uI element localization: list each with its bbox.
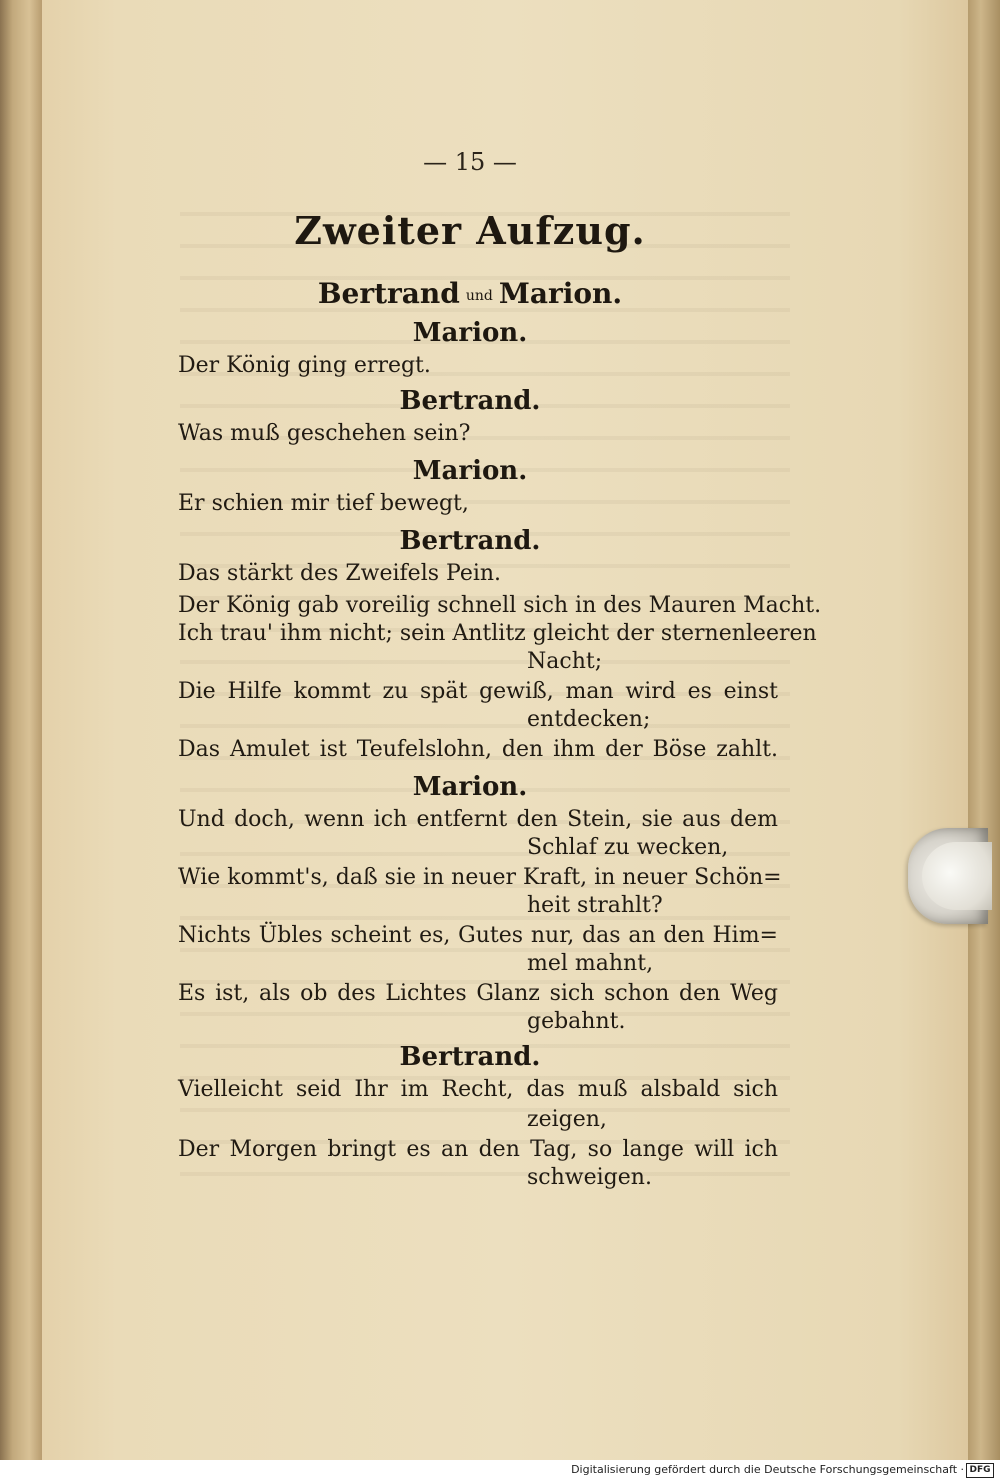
verse-line-continuation: zeigen, xyxy=(527,1107,607,1132)
scene-joiner: und xyxy=(465,287,493,304)
verse-line-continuation: Nacht; xyxy=(527,649,603,674)
page-clip-highlight xyxy=(922,842,992,910)
verse-line: Er schien mir tief bewegt, xyxy=(178,491,469,516)
verse-line: Was muß geschehen sein? xyxy=(178,421,471,446)
verse-line: Die Hilfe kommt zu spät gewiß, man wird es einst xyxy=(178,679,778,704)
verse-line: Wie kommt's, daß sie in neuer Kraft, in neuer Schön= xyxy=(178,865,782,890)
speaker-name: Marion. xyxy=(412,318,528,348)
verse-line: Und doch, wenn ich entfernt den Stein, sie aus dem xyxy=(178,807,778,832)
verse-line: Ich trau' ihm nicht; sein Antlitz gleicht der sternenleeren xyxy=(178,621,817,646)
verse-line: Das stärkt des Zweifels Pein. xyxy=(178,561,502,586)
speaker-name: Bertrand. xyxy=(399,1042,541,1072)
verse-line: Vielleicht seid Ihr im Recht, das muß alsbald sich xyxy=(178,1077,778,1102)
verse-line-continuation: gebahnt. xyxy=(527,1009,626,1034)
speaker-name: Bertrand. xyxy=(399,526,541,556)
book-binding-right xyxy=(968,0,1000,1460)
speaker-name: Marion. xyxy=(412,772,528,802)
verse-line: Nichts Übles scheint es, Gutes nur, das an den Him= xyxy=(178,923,778,948)
verse-line-continuation: Schlaf zu wecken, xyxy=(527,835,729,860)
page-number: — 15 — xyxy=(423,148,517,176)
verse-line: Der Morgen bringt es an den Tag, so lange will ich xyxy=(178,1137,778,1162)
verse-line-continuation: mel mahnt, xyxy=(527,951,654,976)
scene-character-2: Marion. xyxy=(498,277,623,310)
verse-line-continuation: entdecken; xyxy=(527,707,651,732)
act-title: Zweiter Aufzug. xyxy=(294,208,646,253)
verse-line: Das Amulet ist Teufelslohn, den ihm der Böse zahlt. xyxy=(178,737,778,762)
verse-line: Es ist, als ob des Lichtes Glanz sich schon den Weg xyxy=(178,981,778,1006)
verse-line: Der König gab voreilig schnell sich in des Mauren Macht. xyxy=(178,593,822,618)
page-clip-icon xyxy=(908,828,988,924)
verse-line-continuation: heit strahlt? xyxy=(527,893,663,918)
verse-line-continuation: schweigen. xyxy=(527,1165,652,1190)
scene-character-1: Bertrand xyxy=(317,277,460,310)
digitization-credit: Digitalisierung gefördert durch die Deutsche Forschungsgemeinschaft · xyxy=(571,1463,964,1476)
verse-line: Der König ging erregt. xyxy=(178,353,431,378)
speaker-name: Bertrand. xyxy=(399,386,541,416)
book-binding-left xyxy=(0,0,42,1460)
speaker-name: Marion. xyxy=(412,456,528,486)
dfg-logo: DFG xyxy=(966,1463,994,1478)
scene-heading xyxy=(250,277,690,310)
